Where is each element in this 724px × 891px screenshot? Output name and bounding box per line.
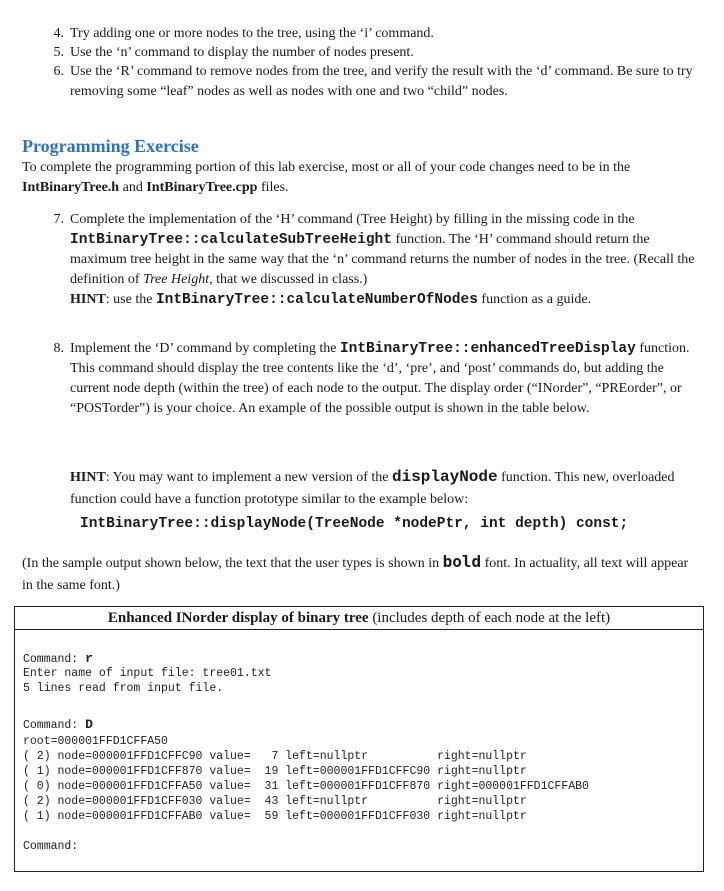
table-heading [15,607,703,630]
terminal-output-line: ( 0) node=000001FFD1CFFA50 value= 31 left=000001FFD1CFF870 right=000001FFD1CFFAB0 [23,780,589,793]
terminal-command-line [23,651,93,667]
step-text-part: , that we discussed in class.) [209,272,368,287]
hint-text: : You may want to implement a new version of the [105,470,392,485]
step-number: 5. [53,45,64,60]
step-text [70,339,700,419]
note-text: font. In actuality, all text will appear in the same font.) [22,556,689,593]
command-prompt: Command: [23,653,86,666]
step-7 [0,210,724,310]
header-file-name: IntBinaryTree.h [22,180,120,195]
sample-output-note [22,551,702,595]
command-prompt: Command: [23,719,86,732]
step-text [70,210,700,310]
terminal-output-line: ( 2) node=000001FFD1CFF030 value= 43 left=nullptr right=nullptr [23,795,527,808]
step-text-part: function. The ‘H’ command should return the maximum tree height in the same way that the ‘n’ command returns the number of nodes in the tree. (Recall the definition of [70,232,695,287]
step-number: 6. [53,64,64,79]
bold-example: bold [442,552,482,571]
function-name: IntBinaryTree::enhancedTreeDisplay [339,341,636,357]
step-6 [0,62,724,102]
terminal-output-line: 5 lines read from input file. [23,682,224,695]
step-text-part: Complete the implementation of the ‘H’ command (Tree Height) by filling in the missing code in the [70,212,635,227]
function-prototype: IntBinaryTree::displayNode(TreeNode *nodePtr, int depth) const; [80,516,629,532]
section-title: Programming Exercise [22,136,199,156]
step-number: 4. [53,26,64,41]
table-heading-rest: (includes depth of each node at the left) [368,610,611,626]
step-8 [0,339,724,439]
terminal-output-line: Enter name of input file: tree01.txt [23,667,272,680]
function-name: displayNode [391,468,498,486]
hint-text: : use the [105,292,156,307]
step-text-part: function. This command should display the tree contents like the ‘d’, ‘pre’, and ‘post’ commands do, but adding the current node depth (within the tree) of each node to the output. The display order (“INorder”, “PREorder”, or “POSTorder”) is your choice. An example of the possible output is shown in the table below. [70,341,690,416]
step-4 [0,24,724,44]
step-text: Use the ‘n’ command to display the number of nodes present. [70,45,414,60]
step-text: Try adding one or more nodes to the tree, using the ‘i’ command. [70,26,434,41]
step-number: 7. [53,212,64,227]
intro-text: and [119,180,147,195]
terminal-output-line: root=000001FFD1CFFA50 [23,735,168,748]
step-text: Use the ‘R’ command to remove nodes from the tree, and verify the result with the ‘d’ command. Be sure to try removing some “leaf” nodes as well as nodes with one and two “child” nodes. [70,64,693,99]
sample-output-table [14,606,704,872]
function-name: IntBinaryTree::calculateNumberOfNodes [155,292,478,308]
user-command: D [85,717,93,732]
intro-paragraph [22,158,702,198]
terminal-output-line: ( 2) node=000001FFD1CFFC90 value= 7 left=nullptr right=nullptr [23,750,527,763]
terminal-command-line [23,717,93,733]
intro-text: files. [257,180,289,195]
hint-text: function as a guide. [477,292,592,307]
note-text: (In the sample output shown below, the text that the user types is shown in [22,556,443,571]
user-command: r [85,651,93,666]
step-text-part: Implement the ‘D’ command by completing the [70,341,340,356]
function-name: IntBinaryTree::calculateSubTreeHeight [70,232,392,248]
hint-label: HINT [70,470,106,485]
intro-text: To complete the programming portion of this lab exercise, most or all of your code changes need to be in the [22,160,631,175]
terminal-command-line: Command: [23,840,79,853]
step-number: 8. [53,341,64,356]
source-file-name: IntBinaryTree.cpp [146,180,258,195]
hint-display-node [70,466,700,510]
step-5 [0,43,724,63]
hint-label: HINT [70,292,106,307]
terminal-output-line: ( 1) node=000001FFD1CFFAB0 value= 59 left=000001FFD1CFF030 right=nullptr [23,810,527,823]
table-heading-bold: Enhanced INorder display of binary tree [107,610,369,626]
hint-text: function. This new, overloaded function could have a function prototype similar to the example below: [70,470,675,507]
term-emphasis: Tree Height [143,272,210,287]
terminal-output-line: ( 1) node=000001FFD1CFF870 value= 19 left=000001FFD1CFFC90 right=nullptr [23,765,527,778]
